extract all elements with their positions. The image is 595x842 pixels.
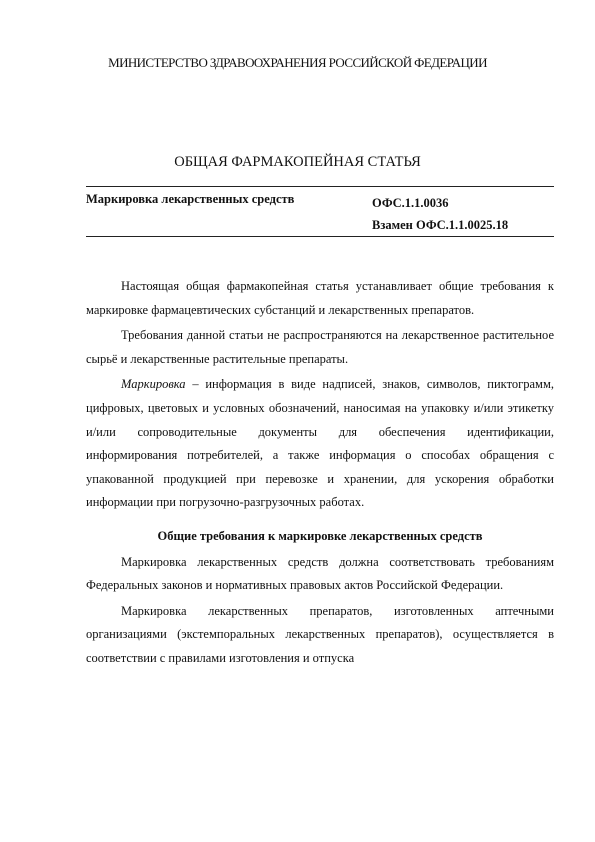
paragraph-requirements: Маркировка лекарственных средств должна соответствовать требованиям Федеральных законов и нормативных правовых актов Российской Федерации. bbox=[86, 554, 554, 593]
section-heading: Общие требования к маркировке лекарственных средств bbox=[157, 528, 483, 543]
paragraph-definition bbox=[86, 373, 554, 515]
paragraph-exclusion: Требования данной статьи не распространяются на лекарственное растительное сырьё и лекарственные растительные препараты. bbox=[86, 328, 554, 366]
paragraph-extemporaneous: Маркировка лекарственных препаратов, изготовленных аптечными организациями (экстемпоральных лекарственных препаратов), осуществляется в соответствии с правилами изготовления и отпуска bbox=[86, 603, 554, 665]
paragraph-scope: Настоящая общая фармакопейная статья устанавливает общие требования к маркировке фармацевтических субстанций и лекарственных препаратов. bbox=[86, 279, 554, 317]
document-title: ОБЩАЯ ФАРМАКОПЕЙНАЯ СТАТЬЯ bbox=[174, 154, 421, 170]
article-code: ОФС.1.1.0036 bbox=[372, 196, 449, 210]
ministry-header: МИНИСТЕРСТВО ЗДРАВООХРАНЕНИЯ РОССИЙСКОЙ ФЕДЕРАЦИИ bbox=[108, 55, 487, 70]
bottom-divider bbox=[86, 236, 554, 237]
article-codes bbox=[372, 192, 508, 236]
article-subject: Маркировка лекарственных средств bbox=[86, 192, 295, 206]
replaces-code: Взамен ОФС.1.1.0025.18 bbox=[372, 218, 509, 232]
defined-term: Маркировка bbox=[121, 377, 186, 392]
top-divider bbox=[86, 186, 554, 187]
definition-text: – информация в виде надписей, знаков, символов, пиктограмм, цифровых, цветовых и условных обозначений, наносимая на упаковку и/или этикетку и/или сопроводительные документы для обеспечения идентификации, информирования потребителей, а также информация о способах обращения с упакованной продукцией при перевозке и хранении, для ускорения обработки информации при погрузочно-разгрузочных работах. bbox=[86, 377, 554, 510]
article-body bbox=[86, 275, 554, 671]
